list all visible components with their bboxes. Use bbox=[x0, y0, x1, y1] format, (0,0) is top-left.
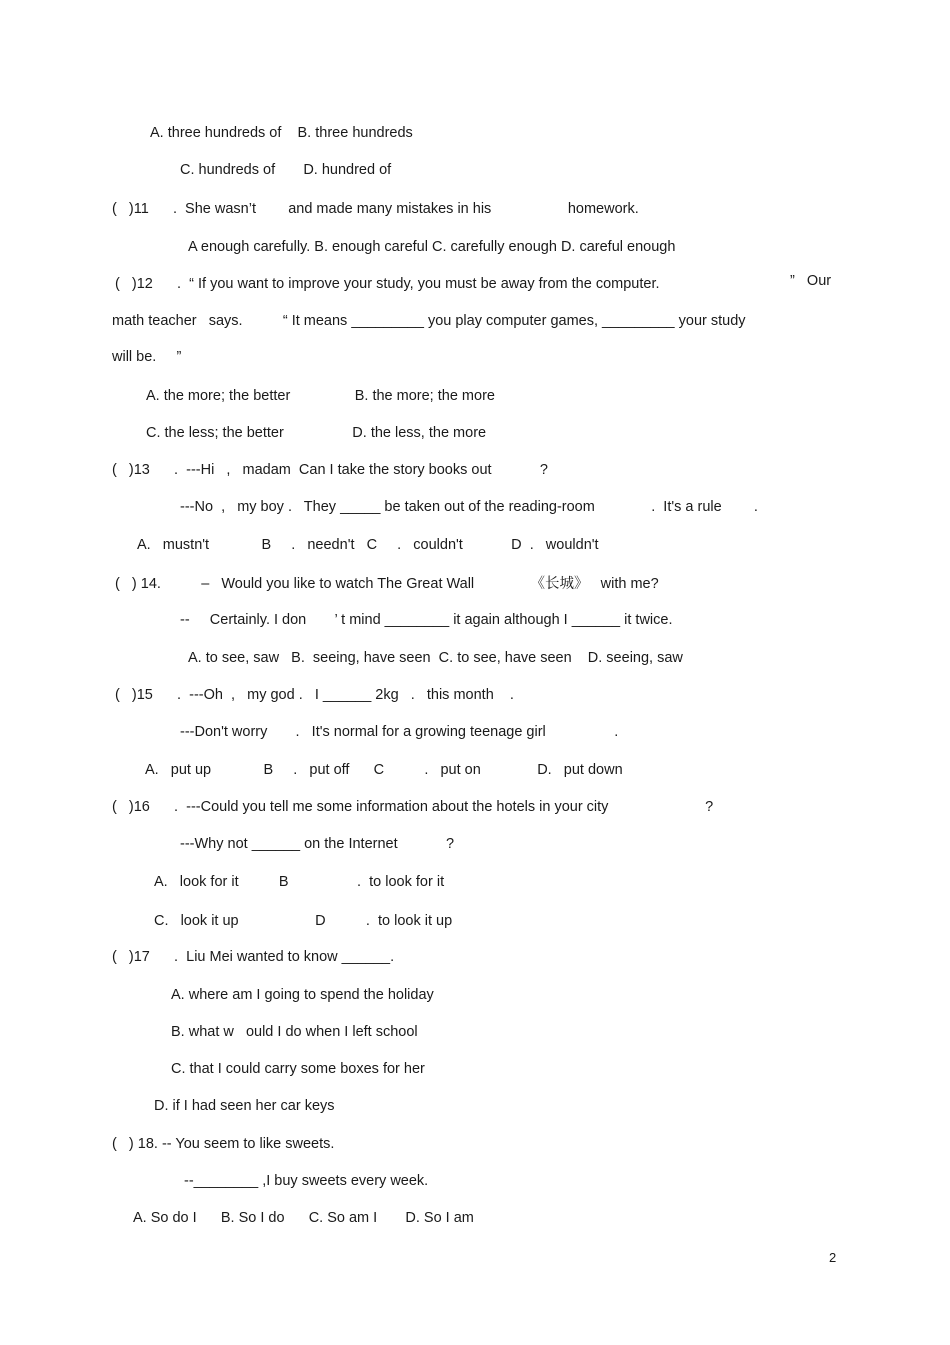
q15-stem-line2: ---Don't worry . It's normal for a growing teenage girl . bbox=[180, 724, 619, 740]
q10-options-ab: A. three hundreds of B. three hundreds bbox=[150, 125, 413, 141]
q13-stem-line2: ---No , my boy . They _____ be taken out of the reading-room . It's a rule . bbox=[180, 499, 758, 515]
q12-stem-line3: will be. ” bbox=[112, 349, 182, 365]
q12-stem-line1-end: ” Our bbox=[790, 273, 832, 289]
q18-stem-line1: ( ) 18. -- You seem to like sweets. bbox=[112, 1136, 335, 1152]
q12-options-ab: A. the more; the better B. the more; the more bbox=[146, 388, 495, 404]
q16-options-ab: A. look for it B . to look for it bbox=[154, 874, 445, 890]
q14-stem-line1: ( ) 14. – Would you like to watch The Great Wall 《长城》 with me? bbox=[115, 576, 659, 592]
q16-stem-line1: ( )16 . ---Could you tell me some information about the hotels in your city ? bbox=[112, 799, 714, 815]
q14-options: A. to see, saw B. seeing, have seen C. to see, have seen D. seeing, saw bbox=[188, 650, 683, 666]
q13-stem-line1: ( )13 . ---Hi , madam Can I take the story books out ? bbox=[112, 462, 548, 478]
q10-options-cd: C. hundreds of D. hundred of bbox=[180, 162, 392, 178]
q17-option-a: A. where am I going to spend the holiday bbox=[171, 987, 434, 1003]
q18-options: A. So do I B. So I do C. So am I D. So I am bbox=[133, 1210, 474, 1226]
q18-stem-line2: --________ ,I buy sweets every week. bbox=[184, 1173, 429, 1189]
q11-options: A enough carefully. B. enough careful C. carefully enough D. careful enough bbox=[188, 239, 676, 255]
q15-options: A. put up B . put off C . put on D. put down bbox=[145, 762, 623, 778]
page-number: 2 bbox=[829, 1250, 837, 1265]
q17-option-b: B. what w ould I do when I left school bbox=[171, 1024, 418, 1040]
q17-option-d: D. if I had seen her car keys bbox=[154, 1098, 335, 1114]
q11-stem: ( )11 . She wasn’t and made many mistakes in his homework. bbox=[112, 201, 639, 217]
q16-options-cd: C. look it up D . to look it up bbox=[154, 913, 453, 929]
q15-stem-line1: ( )15 . ---Oh , my god . I ______ 2kg . this month . bbox=[115, 687, 514, 703]
q17-stem: ( )17 . Liu Mei wanted to know ______. bbox=[112, 949, 395, 965]
q16-stem-line2: ---Why not ______ on the Internet ? bbox=[180, 836, 455, 852]
q13-options: A. mustn't B . needn't C . couldn't D . wouldn't bbox=[137, 537, 599, 553]
q17-option-c: C. that I could carry some boxes for her bbox=[171, 1061, 425, 1077]
q14-stem-line2: -- Certainly. I don ’ t mind ________ it again although I ______ it twice. bbox=[180, 612, 673, 628]
q12-stem-line2: math teacher says. “ It means _________ you play computer games, _________ your study bbox=[112, 313, 746, 329]
q12-options-cd: C. the less; the better D. the less, the more bbox=[146, 425, 487, 441]
q12-stem-line1: ( )12 . “ If you want to improve your study, you must be away from the computer. bbox=[115, 276, 660, 292]
